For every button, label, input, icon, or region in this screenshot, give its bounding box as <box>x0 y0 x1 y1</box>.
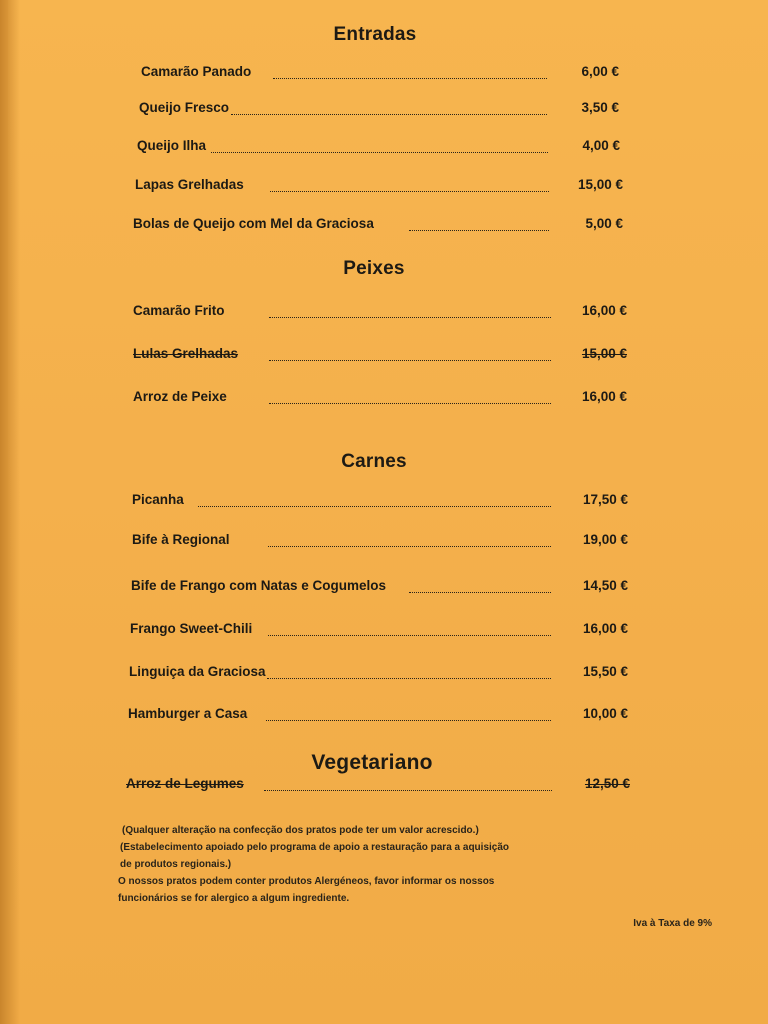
section-title-entradas: Entradas <box>333 24 417 45</box>
note-allergens: O nossos pratos podem conter produtos Alergéneos, favor informar os nossos funcionários se for alergico a algum ingrediente. <box>118 876 495 904</box>
dotted-leader <box>198 506 551 507</box>
dotted-leader <box>409 230 549 231</box>
menu-item <box>131 578 628 602</box>
item-name: Frango Sweet-Chili <box>130 621 253 636</box>
dotted-leader <box>269 403 551 404</box>
menu-item <box>132 532 628 556</box>
dotted-leader <box>269 317 551 318</box>
item-name: Bife à Regional <box>132 532 230 547</box>
menu-item <box>130 621 628 645</box>
menu-item <box>132 492 628 516</box>
note-support-program: (Estabelecimento apoiado pelo programa de apoio a restauração para a aquisição de produtos regionais.) <box>120 842 510 870</box>
item-name: Arroz de Peixe <box>133 389 227 404</box>
menu-item <box>126 776 630 800</box>
dotted-leader <box>268 635 551 636</box>
item-price: 14,50 € <box>582 578 628 593</box>
menu-item <box>128 706 628 730</box>
item-name: Bife de Frango com Natas e Cogumelos <box>131 578 387 593</box>
dotted-leader <box>270 191 549 192</box>
menu-item <box>133 389 627 413</box>
dotted-leader <box>267 678 551 679</box>
menu-item <box>135 177 625 201</box>
menu-item <box>141 64 621 88</box>
item-price: 10,00 € <box>582 706 628 721</box>
item-price: 12,50 € <box>584 776 630 791</box>
item-price: 16,00 € <box>582 621 628 636</box>
dotted-leader <box>269 360 551 361</box>
item-price: 15,00 € <box>581 346 627 361</box>
item-name: Hamburger a Casa <box>128 706 248 721</box>
item-price: 5,00 € <box>585 216 623 231</box>
section-title-peixes: Peixes <box>343 258 405 279</box>
tax-note: Iva à Taxa de 9% <box>633 918 712 929</box>
item-name: Camarão Panado <box>141 64 252 79</box>
dotted-leader <box>264 790 552 791</box>
item-name: Camarão Frito <box>133 303 225 318</box>
dotted-leader <box>211 152 548 153</box>
item-name: Queijo Fresco <box>139 100 230 115</box>
item-name: Linguiça da Graciosa <box>129 664 266 679</box>
dotted-leader <box>409 592 551 593</box>
dotted-leader <box>231 114 547 115</box>
item-price: 15,50 € <box>582 664 628 679</box>
item-name: Lapas Grelhadas <box>135 177 244 192</box>
menu-item <box>137 138 623 162</box>
menu-item <box>129 664 628 688</box>
section-title-vegetariano: Vegetariano <box>311 751 433 774</box>
item-price: 4,00 € <box>582 138 620 153</box>
item-name: Arroz de Legumes <box>126 776 244 791</box>
menu-notes <box>118 822 558 907</box>
item-price: 3,50 € <box>581 100 619 115</box>
dotted-leader <box>268 546 551 547</box>
item-name: Bolas de Queijo com Mel da Graciosa <box>133 216 374 231</box>
section-title-carnes: Carnes <box>341 451 407 472</box>
item-name: Lulas Grelhadas <box>133 346 239 361</box>
note-alteration: (Qualquer alteração na confecção dos pratos pode ter um valor acrescido.) <box>122 825 479 836</box>
item-price: 6,00 € <box>581 64 619 79</box>
dotted-leader <box>266 720 551 721</box>
item-name: Picanha <box>132 492 184 507</box>
item-price: 17,50 € <box>582 492 628 507</box>
item-price: 16,00 € <box>581 303 627 318</box>
item-price: 16,00 € <box>581 389 627 404</box>
menu-item <box>133 346 627 370</box>
dotted-leader <box>273 78 547 79</box>
item-name: Queijo Ilha <box>137 138 207 153</box>
menu-item <box>133 216 625 240</box>
menu-item <box>133 303 627 327</box>
item-price: 19,00 € <box>582 532 628 547</box>
menu-item <box>139 100 621 124</box>
item-price: 15,00 € <box>577 177 623 192</box>
